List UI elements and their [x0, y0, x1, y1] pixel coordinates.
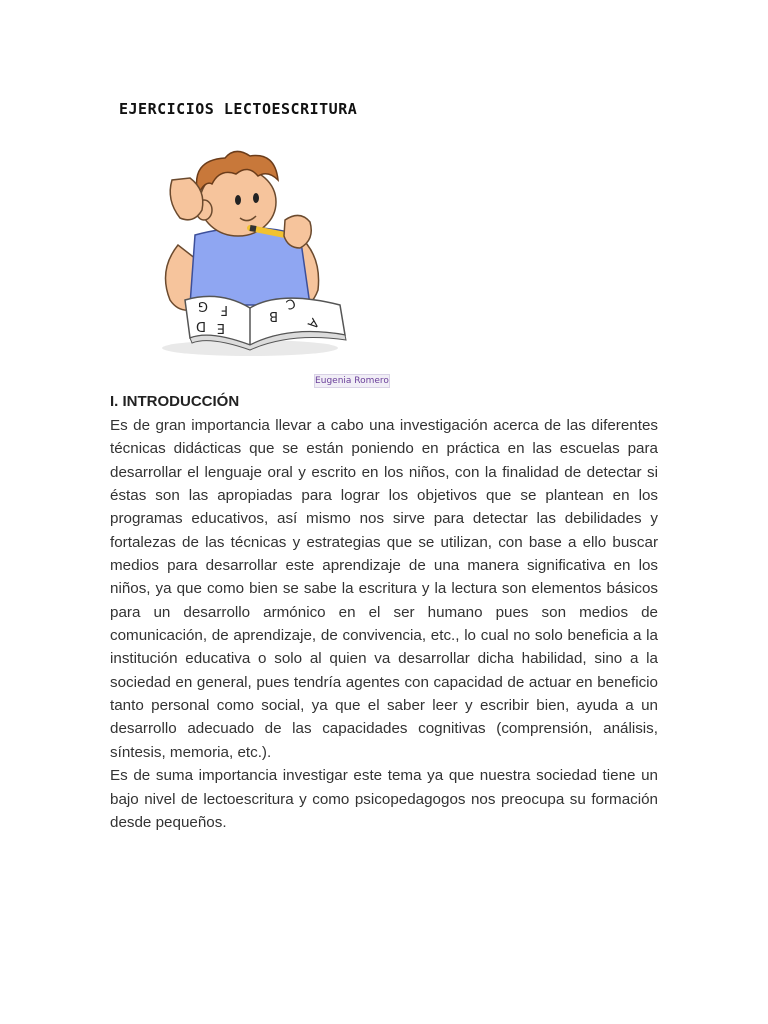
section-heading: I. INTRODUCCIÓN [110, 393, 240, 410]
book-letter: C [283, 294, 298, 312]
paragraph: Es de gran importancia llevar a cabo una investigación acerca de las diferentes técnicas didácticas que se están poniendo en práctica en las escuelas para desarrollar el lenguaje oral y escrito en los niños, con la finalidad de detectar si éstas son las apropiadas para lograr los objetivos que se plantean en los programas educativos, así mismo nos sirve para detectar las debilidades y fortalezas de las técnicas y estrategias que se utilizan, con base a ello buscar medios para desarrollar este aprendizaje de una manera significativa en los niños, ya que como bien se sabe la escritura y la lectura son elementos básicos para un desarrollo armónico en el ser humano pues son medios de comunicación, de aprendizaje, de convivencia, etc., lo cual no solo beneficia a la institución educativa o solo al quien va desarrollar dicha habilidad, sino a la sociedad en general, pues tendría agentes con capacidad de actuar en beneficio tanto personal como social, ya que el saber leer y escribir bien, ayuda a un desarrollo adecuado de las capacidades cognitivas (comprensión, análisis, síntesis, memoria, etc.). [110, 417, 658, 761]
book-letter: D [195, 318, 206, 333]
book-letter: E [216, 320, 225, 335]
paragraph: Es de suma importancia investigar este tema ya que nuestra sociedad tiene un bajo nivel de lectoescritura y como psicopedagogos nos preocupa su formación desde pequeños. [110, 767, 658, 831]
image-credit: Eugenia Romero [315, 376, 389, 386]
book-letter: A [304, 314, 322, 332]
document-title: EJERCICIOS LECTOESCRITURA [119, 100, 358, 118]
book-letter: G [197, 298, 208, 313]
body-text [110, 414, 658, 834]
book-letter: B [269, 308, 278, 323]
book-letter: F [220, 302, 228, 317]
child-reading-book-icon [150, 140, 350, 365]
